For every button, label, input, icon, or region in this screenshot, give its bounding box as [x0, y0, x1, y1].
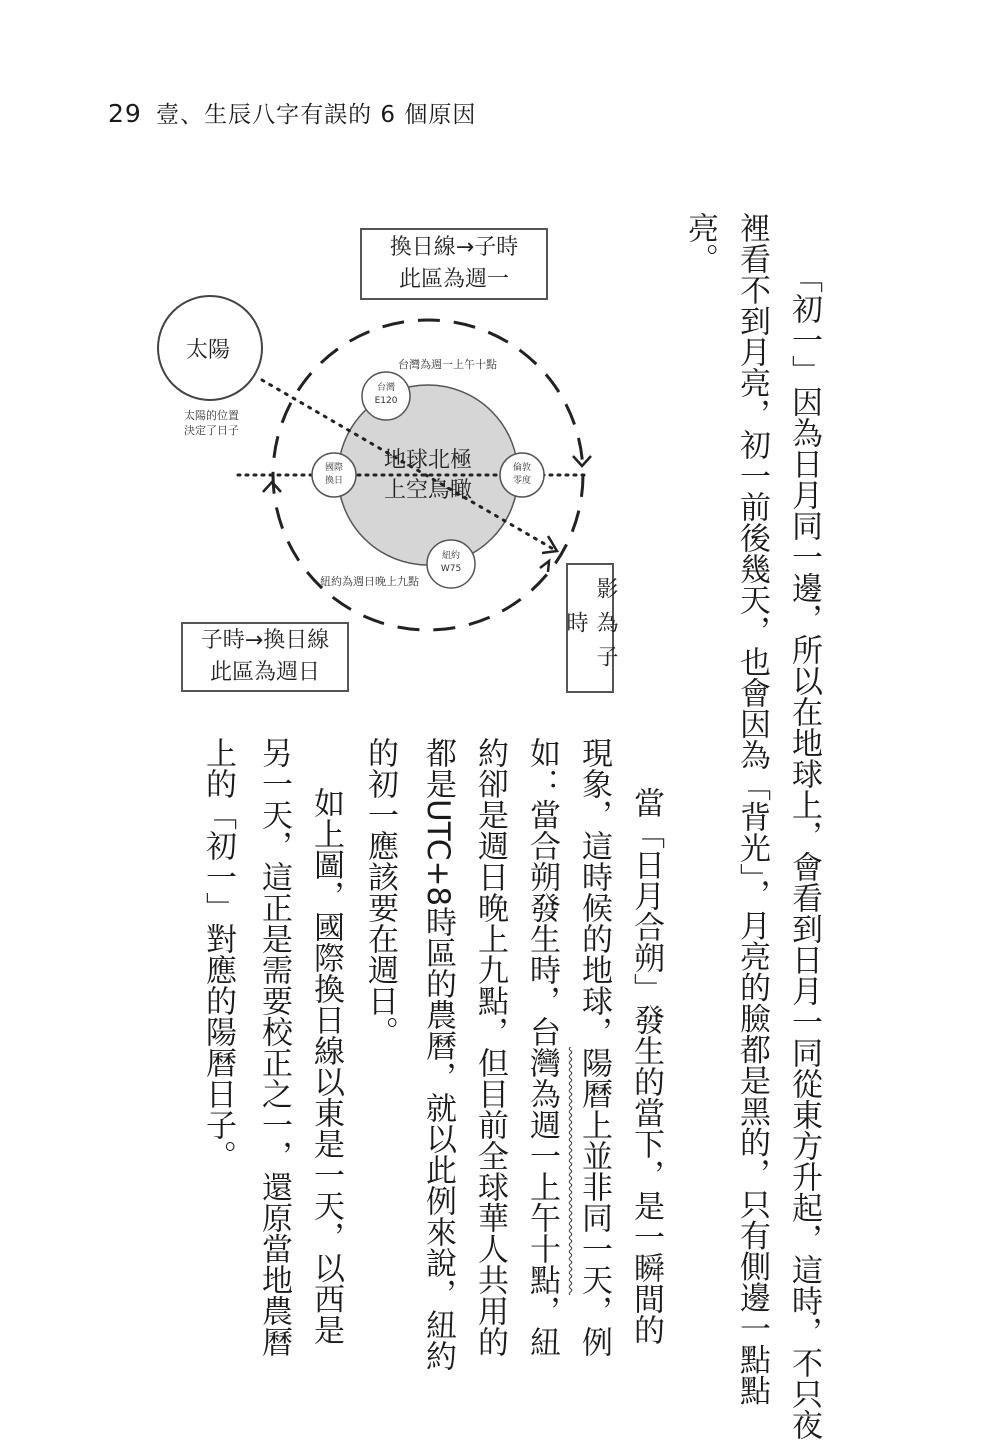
paragraph2-col6: 的初一應該要在週日。 [362, 737, 398, 1047]
meridian-label-line1: 倫敦 [512, 463, 531, 473]
dateline-label-line1: 國際 [324, 463, 343, 473]
top-box-line1: 換日線→子時 [389, 235, 519, 260]
paragraph1-col2: 裡看不到月亮，初一前後幾天，也會因為「背光」，月亮的臉都是黑的，只有側邊一點點 [734, 212, 770, 1406]
paragraph2-col2 [576, 737, 612, 1357]
earth-label-line1: 地球北極 [383, 448, 472, 473]
wavy-emphasis: 陽曆上並非同一天 [576, 1047, 612, 1295]
paragraph2-col5: 都是UTC+8時區的農曆，就以此例來說，紐約 [420, 737, 456, 1372]
taiwan-label-line1: 台灣 [376, 383, 395, 393]
meridian-label-line2: 零度 [512, 476, 531, 486]
dateline-label-line2: 換日 [324, 476, 343, 486]
paragraph3-col1: 如上圖，國際換日線以東是一天，以西是 [308, 787, 344, 1345]
bottom-box-line2: 此區為週日 [209, 660, 320, 685]
top-box-line2: 此區為週一 [398, 267, 509, 292]
newyork-label-line2: W75 [440, 564, 462, 574]
paragraph1-col3: 亮。 [682, 212, 718, 274]
arrow-bottom-icon [540, 561, 549, 572]
paragraph3-col2: 另一天，這正是需要校正之一，還原當地農曆 [256, 737, 292, 1357]
top-region-box [360, 228, 548, 300]
taiwan-time-label: 台灣為週一上午十點 [398, 358, 497, 371]
paragraph2-col2-before: 現象，這時候的地球， [576, 737, 612, 1047]
meridian-label [504, 462, 540, 488]
newyork-time-label: 紐約為週日晚上九點 [320, 575, 419, 588]
paragraph2-col1: 當「日月合朔」發生的當下，是一瞬間的 [628, 787, 664, 1345]
sun-note [184, 408, 239, 438]
page-number: 29 [108, 99, 142, 128]
page-header [108, 96, 476, 129]
earth-diagram [150, 220, 620, 700]
bottom-region-box [181, 622, 349, 692]
bottom-box-line1: 子時→換日線 [200, 628, 330, 653]
earth-label [378, 446, 478, 506]
taiwan-label [366, 382, 406, 408]
newyork-label-line1: 紐約 [441, 551, 460, 561]
chapter-title: 壹、生辰八字有誤的 6 個原因 [156, 102, 477, 128]
taiwan-label-line2: E120 [374, 396, 398, 406]
sun-note-line1: 太陽的位置 [184, 409, 239, 422]
paragraph2-col4: 約卻是週日晚上九點，但目前全球華人共用的 [472, 737, 508, 1357]
sun-note-line2: 決定了日子 [184, 424, 239, 437]
paragraph2-col3: 如：當合朔發生時，台灣為週一上午十點，紐 [524, 737, 560, 1357]
earth-label-line2: 上空鳥瞰 [383, 478, 472, 503]
paragraph1-col1: 「初一」因為日月同一邊，所以在地球上，會看到日月一同從東方升起，這時，不只夜 [786, 262, 822, 1440]
newyork-label [431, 550, 471, 576]
sun-label: 太陽 [186, 338, 231, 363]
paragraph2-col2-after: ，例 [576, 1295, 612, 1357]
paragraph3-col3: 上的「初一」對應的陽曆日子。 [200, 737, 236, 1171]
dateline-label [316, 462, 352, 488]
shadow-box: 影為子時 [566, 563, 614, 693]
